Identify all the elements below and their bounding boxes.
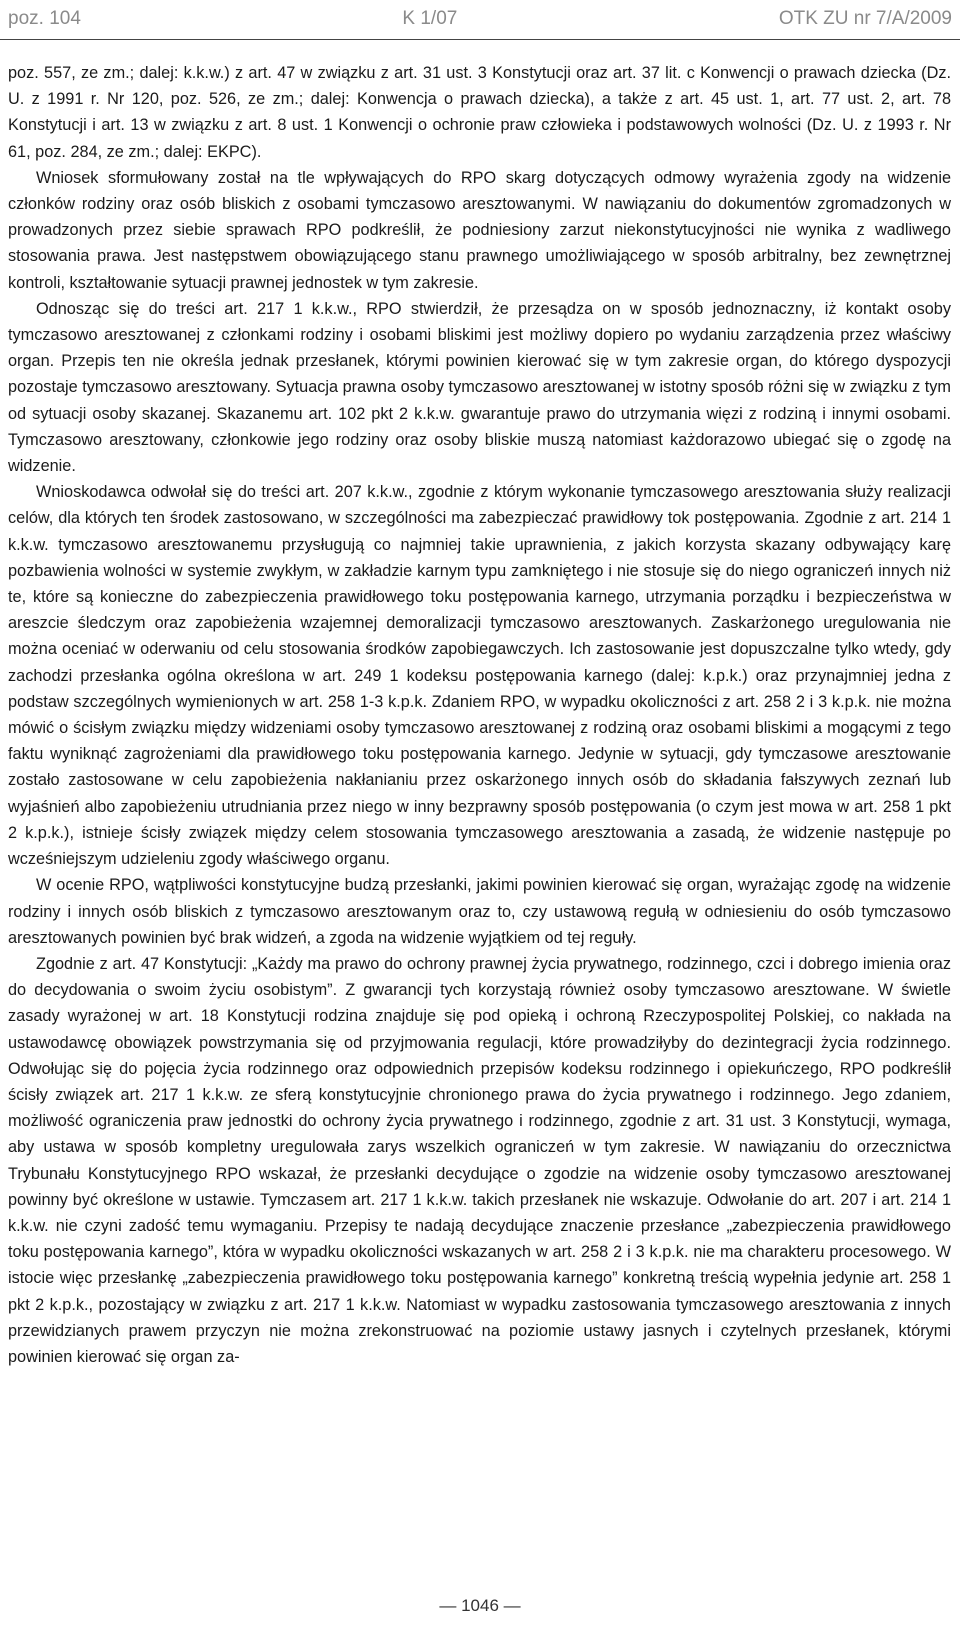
paragraph-1: poz. 557, ze zm.; dalej: k.k.w.) z art. 47 w związku z art. 31 ust. 3 Konstytucji oraz art. 37 lit. c Konwencji o prawach dziecka (Dz. U. z 1991 r. Nr 120, poz. 526, ze zm.; dalej: Konwencja o prawach dziecka), a także z art. 45 ust. 1, art. 77 ust. 2, art. 78 Konstytucji i art. 13 w związku z art. 8 ust. 1 Konwencji o ochronie praw człowieka i podstawowych wolności (Dz. U. z 1993 r. Nr 61, poz. 284, ze zm.; dalej: EKPC). xyxy=(8,64,951,161)
paragraph-6: Zgodnie z art. 47 Konstytucji: „Każdy ma prawo do ochrony prawnej życia prywatnego, rodzinnego, czci i dobrego imienia oraz do decydowania o swoim życiu osobistym”. Z gwarancji tych korzystają również osoby tymczasowo aresztowane. W świetle zasady wyrażonej w art. 18 Konstytucji rodzina znajduje się pod opieką i ochroną Rzeczypospolitej Polskiej, co nakłada na ustawodawcę obowiązek powstrzymania się od przyjmowania regulacji, które prowadziłyby do dezintegracji życia rodzinnego. Odwołując się do pojęcia życia rodzinnego oraz odpowiednich przepisów kodeksu rodzinnego i opiekuńczego, RPO podkreślił ścisły związek art. 217 1 k.k.w. ze sferą konstytucyjnie chronionego prawa do życia prywatnego i rodzinnego. Jego zdaniem, możliwość ograniczenia praw jednostki do ochrony życia prywatnego i rodzinnego, zgodnie z art. 31 ust. 3 Konstytucji, wymaga, aby ustawa w sposób kompletny uregulowała zarys wszelkich ograniczeń w tym zakresie. W nawiązaniu do orzecznictwa Trybunału Konstytucyjnego RPO wskazał, że przesłanki decydujące o zgodzie na widzenie osoby tymczasowo aresztowanej powinny być określone w ustawie. Tymczasem art. 217 1 k.k.w. takich przesłanek nie wskazuje. Odwołanie do art. 207 i art. 214 1 k.k.w. nie czyni zadość temu wymaganiu. Przepisy te nadają decydujące znaczenie przesłance „zabezpieczenia prawidłowego toku postępowania karnego”, która w wypadku okoliczności wskazanych w art. 258 2 i 3 k.p.k. nie ma charakteru procesowego. W istocie więc przesłankę „zabezpieczenia prawidłowego toku postępowania karnego” konkretną treścią wypełnia jedynie art. 258 1 pkt 2 k.p.k., pozostający w związku z art. 217 1 k.k.w. Natomiast w wypadku zastosowania tymczasowego aresztowania z innych przewidzianych prawem przyczyn nie można zrekonstruować na poziomie ustawy jasnych i czytelnych przesłanek, którymi powinien kierować się organ za- xyxy=(8,954,951,1366)
page-header xyxy=(8,0,952,38)
header-rule xyxy=(0,39,960,40)
paragraph-4: Wnioskodawca odwołał się do treści art. 207 k.k.w., zgodnie z którym wykonanie tymczasowego aresztowania służy realizacji celów, dla których ten środek zastosowano, w szczególności ma zabezpieczać prawidłowy tok postępowania. Zgodnie z art. 214 1 k.k.w. tymczasowo aresztowanemu przysługują co najmniej takie uprawnienia, z jakich korzysta skazany odbywający karę pozbawienia wolności w systemie zwykłym, w zakładzie karnym typu zamkniętego i nie stosuje się do niego ograniczeń innych niż te, które są konieczne do zabezpieczenia prawidłowego toku postępowania karnego, utrzymania porządku i bezpieczeństwa w areszcie śledczym oraz zapobieżenia wzajemnej demoralizacji tymczasowo aresztowanych. Zaskarżonego uregulowania nie można oceniać w oderwaniu od celu stosowania środków zapobiegawczych. Ich zastosowanie jest dopuszczalne tylko wtedy, gdy zachodzi przesłanka ogólna określona w art. 249 1 kodeksu postępowania karnego (dalej: k.p.k.) oraz przynajmniej jedna z podstaw szczególnych wymienionych w art. 258 1-3 k.p.k. Zdaniem RPO, w wypadku okoliczności z art. 258 2 i 3 k.p.k. nie można mówić o ścisłym związku między widzeniami osoby tymczasowo aresztowanej z rodziną oraz osobami bliskimi a mogącymi z tego faktu wyniknąć zagrożeniami dla prawidłowego toku postępowania karnego. Jedynie w sytuacji, gdy tymczasowe aresztowanie zostało zastosowane w celu zapobieżenia nakłanianiu przez oskarżonego innych osób do składania fałszywych zeznań lub wyjaśnień albo zapobieżeniu utrudniania przez niego w inny bezprawny sposób postępowania (o czym jest mowa w art. 258 1 pkt 2 k.p.k.), istnieje ścisły związek między celem stosowania tymczasowego aresztowania a zasadą, że widzenie następuje po wcześniejszym udzieleniu zgody właściwego organu. xyxy=(8,483,951,869)
document-body xyxy=(8,60,951,1370)
header-position: poz. 104 xyxy=(8,8,81,29)
paragraph-5: W ocenie RPO, wątpliwości konstytucyjne budzą przesłanki, jakimi powinien kierować się organ, wyrażając zgodę na widzenie rodziny i innych osób bliskich z tymczasowo aresztowanym oraz to, czy ustawową regułą w odniesieniu do osób tymczasowo aresztowanych powinien być brak widzeń, a zgoda na widzenie wyjątkiem od tej reguły. xyxy=(8,876,951,947)
page-number: — 1046 — xyxy=(439,1596,521,1615)
paragraph-2: Wniosek sformułowany został na tle wpływających do RPO skarg dotyczących odmowy wyrażenia zgody na widzenie członków rodziny oraz osób bliskich z osobami tymczasowo aresztowanymi. W nawiązaniu do dokumentów zgromadzonych w prowadzonych przez siebie sprawach RPO podkreślił, że podniesiony zarzut niekonstytucyjności nie wynika z wadliwego stosowania prawa. Jest następstwem obowiązującego stanu prawnego umożliwiającego w sposób arbitralny, bez zewnętrznej kontroli, kształtowanie sytuacji prawnej jednostek w tym zakresie. xyxy=(8,168,951,292)
header-journal: OTK ZU nr 7/A/2009 xyxy=(778,8,952,29)
paragraph-3: Odnosząc się do treści art. 217 1 k.k.w., RPO stwierdził, że przesądza on w sposób jednoznaczny, iż kontakt osoby tymczasowo aresztowanej z członkami rodziny i osobami bliskimi jest możliwy dopiero po wydaniu zarządzenia przez właściwy organ. Przepis ten nie określa jednak przesłanek, którymi powinien kierować się w tym zakresie organ, do którego dyspozycji pozostaje tymczasowo aresztowany. Sytuacja prawna osoby tymczasowo aresztowanej w istotny sposób różni się w związku z tym od sytuacji osoby skazanej. Skazanemu art. 102 pkt 2 k.k.w. gwarantuje prawo do utrzymania więzi z rodziną i innymi osobami. Tymczasowo aresztowany, członkowie jego rodziny oraz osoby bliskie muszą natomiast każdorazowo ubiegać się o zgodę na widzenie. xyxy=(8,299,951,476)
header-case-number: K 1/07 xyxy=(402,8,458,29)
